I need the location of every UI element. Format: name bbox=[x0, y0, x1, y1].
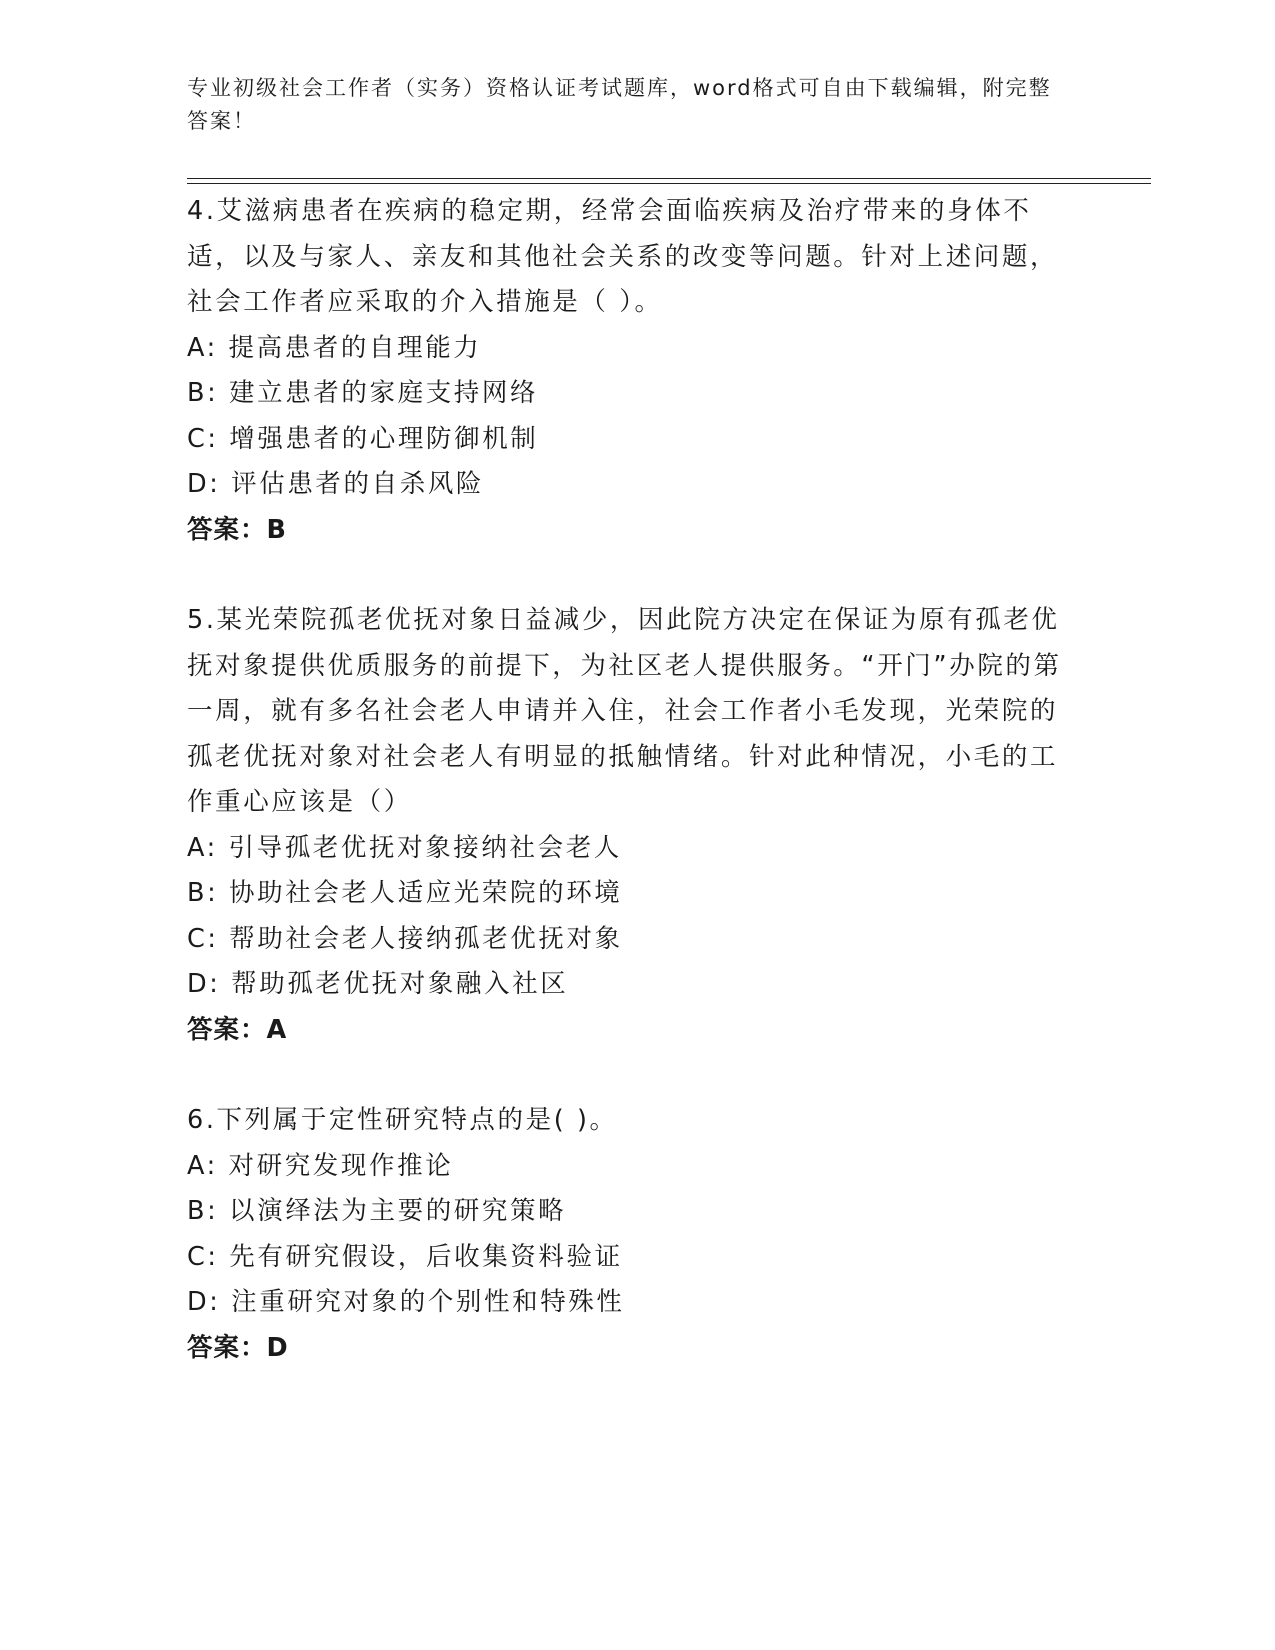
question-option-b: B: 以演绎法为主要的研究策略 bbox=[187, 1196, 567, 1226]
question-option-a: A: 对研究发现作推论 bbox=[187, 1150, 454, 1181]
question-spacer bbox=[187, 1053, 1067, 1098]
question-answer: 答案：A bbox=[187, 1014, 288, 1045]
question-option-c: C: 增强患者的心理防御机制 bbox=[187, 423, 539, 454]
header-divider-top bbox=[187, 178, 1151, 179]
question-option-b: B: 协助社会老人适应光荣院的环境 bbox=[187, 878, 623, 908]
question-stem: 4.艾滋病患者在疾病的稳定期，经常会面临疾病及治疗带来的身体不适，以及与家人、亲友和其他社会关系的改变等问题。针对上述问题，社会工作者应采取的介入措施是（ ）。 bbox=[187, 196, 1059, 317]
question-stem: 5.某光荣院孤老优抚对象日益减少，因此院方决定在保证为原有孤老优抚对象提供优质服务的前提下，为社区老人提供服务。“开门”办院的第一周，就有多名社会老人申请并入住，社会工作者小毛发现，光荣院的孤老优抚对象对社会老人有明显的抵触情绪。针对此种情况，小毛的工作重心应该是（） bbox=[187, 605, 1062, 817]
question-item bbox=[187, 598, 1067, 1053]
question-answer: 答案：B bbox=[187, 514, 287, 545]
question-option-a: A: 提高患者的自理能力 bbox=[187, 332, 482, 363]
question-option-b: B: 建立患者的家庭支持网络 bbox=[187, 378, 539, 408]
question-item bbox=[187, 189, 1067, 553]
question-option-d: D: 帮助孤老优抚对象融入社区 bbox=[187, 969, 569, 999]
question-option-c: C: 帮助社会老人接纳孤老优抚对象 bbox=[187, 923, 623, 954]
question-list bbox=[187, 189, 1067, 1371]
question-answer: 答案：D bbox=[187, 1332, 289, 1363]
question-stem: 6.下列属于定性研究特点的是( )。 bbox=[187, 1105, 618, 1135]
question-spacer bbox=[187, 553, 1067, 598]
question-option-d: D: 评估患者的自杀风险 bbox=[187, 469, 485, 499]
question-option-d: D: 注重研究对象的个别性和特殊性 bbox=[187, 1287, 625, 1317]
question-option-c: C: 先有研究假设，后收集资料验证 bbox=[187, 1241, 623, 1272]
question-option-a: A: 引导孤老优抚对象接纳社会老人 bbox=[187, 832, 622, 863]
header-divider-bottom bbox=[187, 183, 1151, 184]
document-header: 专业初级社会工作者（实务）资格认证考试题库，word格式可自由下载编辑，附完整答案！ bbox=[187, 76, 1052, 133]
question-item bbox=[187, 1098, 1067, 1371]
